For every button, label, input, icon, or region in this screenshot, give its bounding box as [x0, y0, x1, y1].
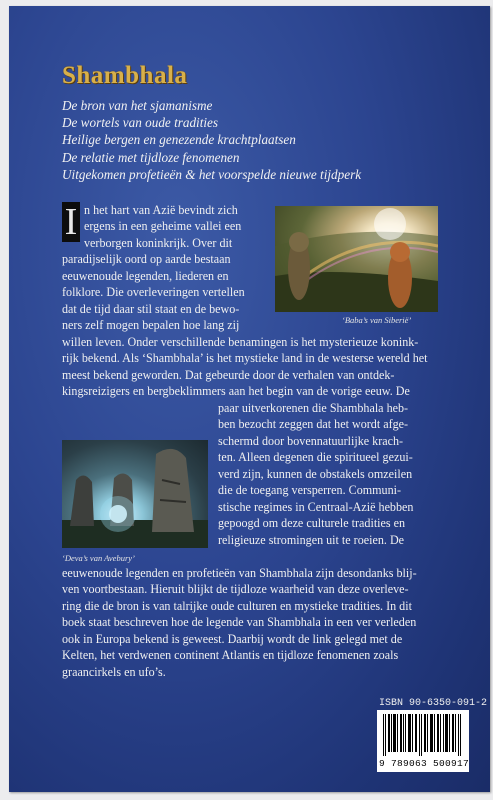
text-line: folklore. Die overleveringen vertellen — [62, 285, 245, 299]
isbn-label: ISBN 90-6350-091-2 — [379, 698, 488, 709]
text-line: ergens in een geheime vallei een — [84, 219, 242, 233]
photo-siberian-stone-idols — [275, 206, 438, 312]
barcode-bars — [383, 714, 463, 756]
photo-caption: ‘Deva’s van Avebury’ — [62, 553, 135, 563]
text-line: rijk bekend. Als ‘Shambhala’ is het mystieke land in de westerse wereld het — [62, 351, 428, 365]
tagline: De relatie met tijdloze fenomenen — [62, 149, 240, 165]
photo-avebury-stones — [62, 440, 208, 548]
tagline: De wortels van oude tradities — [62, 115, 219, 131]
text-line: stische regimes in Centraal-Azië hebben — [218, 500, 414, 514]
drop-cap: I — [62, 202, 80, 242]
text-line: eeuwenoude legenden, liederen en — [62, 269, 229, 283]
text-line: verborgen koninkrijk. Over dit — [84, 236, 233, 250]
tagline: Heilige bergen en genezende krachtplaatsen — [62, 132, 296, 148]
text-line: ven voortbestaan. Hieruit blijkt de tijdloze waarheid van deze overleve- — [62, 582, 409, 596]
text-line: die de toegang versperren. Communi- — [218, 483, 402, 497]
standing-stones-illustration — [62, 440, 208, 548]
text-line: paradijselijk oord op aarde bestaan — [62, 252, 231, 266]
text-line: ring die de bron is van talrijke oude culturen en mystieke tradities. In dit — [62, 599, 412, 613]
book-title: Shambhala — [62, 62, 188, 89]
text-line: ten. Alleen degenen die spiritueel gezui- — [218, 450, 413, 464]
stone-idols-illustration — [275, 206, 438, 312]
text-line: religieuze stromingen uit te roeien. De — [218, 533, 405, 547]
barcode-number: 9 789063 500917 — [379, 758, 470, 769]
text-line: verd zijn, kunnen de obstakels omzeilen — [218, 467, 413, 481]
tagline: Uitgekomen profetieën & het voorspelde nieuwe tijdperk — [62, 166, 362, 182]
text-line: gepoogd om deze culturele tradities en — [218, 516, 406, 530]
text-line: eeuwenoude legenden en profetieën van Shambhala zijn desondanks blij- — [62, 566, 417, 580]
text-line: n het hart van Azië bevindt zich — [84, 203, 238, 217]
text-line: Kelten, het verdwenen continent Atlantis en tijdloze fenomenen zoals — [62, 648, 399, 662]
text-line: schermd door bovennatuurlijke krach- — [218, 434, 404, 448]
text-line: ook in Europa bekend is geweest. Daarbij wordt de link gelegd met de — [62, 632, 403, 646]
text-line: boek staat beschreven hoe de legende van Shambhala in een ver verleden — [62, 615, 417, 629]
text-line: willen leven. Onder verschillende benamingen is het mysterieuze konink- — [62, 335, 419, 349]
text-line: dat de tijd daar stil staat en de bewo- — [62, 302, 240, 316]
photo-caption: ‘Baba’s van Siberië’ — [342, 315, 412, 325]
tagline: De bron van het sjamanisme — [62, 98, 213, 113]
text-line: kingsreizigers en bergbeklimmers aan het begin van de vorige eeuw. De — [62, 384, 410, 398]
text-line: graancirkels en ufo’s. — [62, 665, 166, 679]
text-line: ben bezocht zeggen dat het wordt afge- — [218, 417, 409, 431]
barcode — [377, 710, 469, 772]
text-line: meest bekend geworden. Dat gebeurde door de verhalen van ontdek- — [62, 368, 395, 382]
text-line: ners zelf mogen bepalen hoe lang zij — [62, 318, 240, 332]
text-line: paar uitverkorenen die Shambhala heb- — [218, 401, 409, 415]
tagline-list — [62, 97, 361, 183]
